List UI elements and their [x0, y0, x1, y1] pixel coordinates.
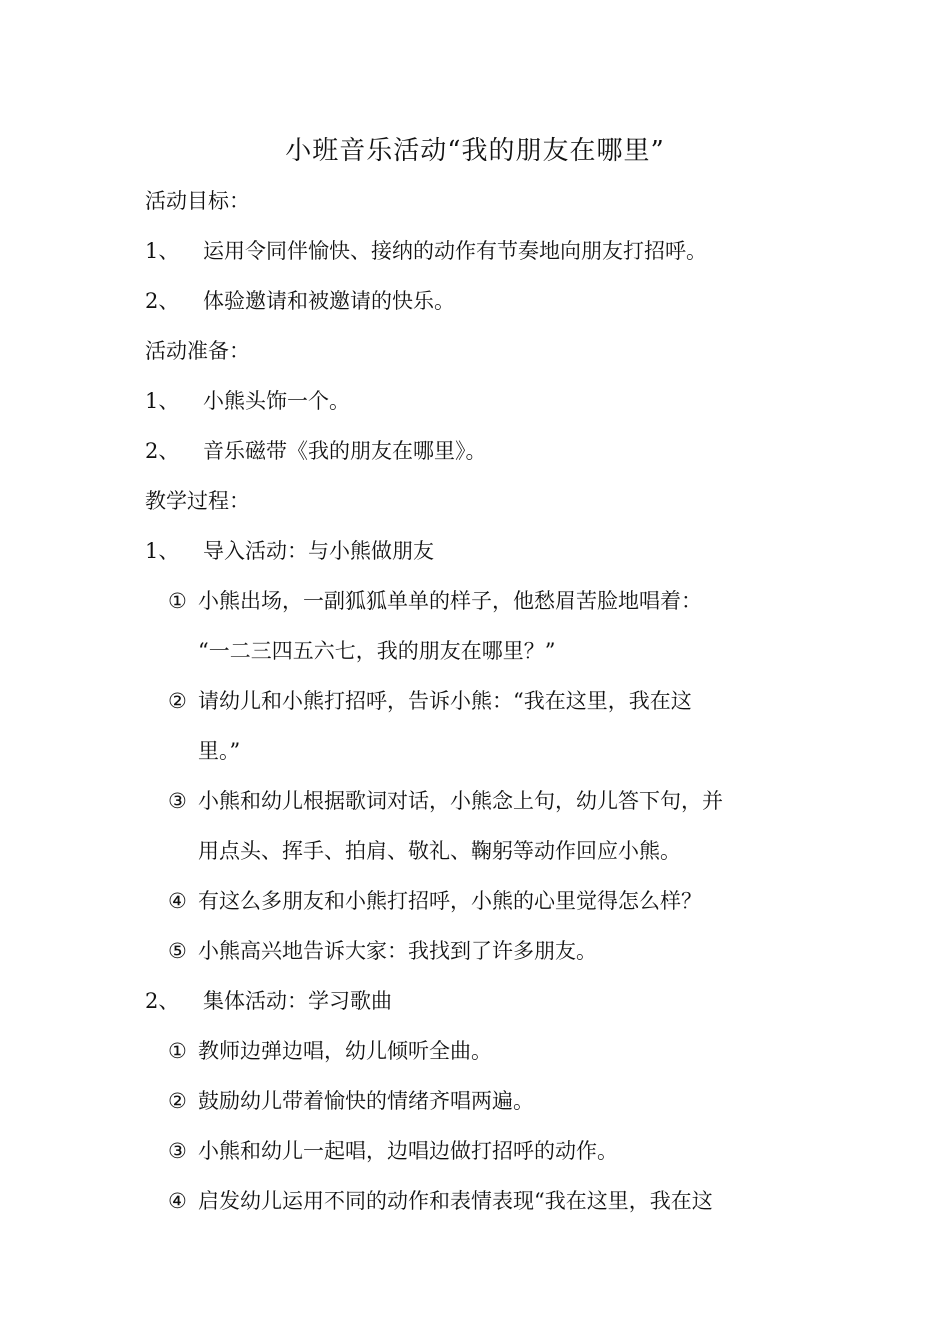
- section1-step-3-continuation: 用点头、挥手、拍肩、敬礼、鞠躬等动作回应小熊。: [198, 839, 681, 863]
- step-marker: ④: [168, 889, 187, 913]
- section2-step-3: [168, 1136, 618, 1166]
- goal-item-1-text: 运用令同伴愉快、接纳的动作有节奏地向朋友打招呼。: [203, 239, 707, 263]
- step-marker: ④: [168, 1189, 187, 1213]
- process-section-1: [145, 536, 434, 566]
- goal-item-2-number: 2、: [145, 289, 180, 313]
- step-text: 有这么多朋友和小熊打招呼，小熊的心里觉得怎么样？: [198, 889, 702, 913]
- step-marker: ②: [168, 1089, 187, 1113]
- step-marker: ①: [168, 589, 187, 613]
- prep-item-2-number: 2、: [145, 439, 180, 463]
- goal-item-2: [145, 286, 455, 316]
- goal-item-2-text: 体验邀请和被邀请的快乐。: [203, 289, 455, 313]
- section1-step-2: [168, 686, 692, 716]
- prep-item-2-text: 音乐磁带《我的朋友在哪里》。: [203, 439, 487, 463]
- section1-step-2-continuation: 里。”: [198, 739, 241, 763]
- section2-step-4: [168, 1186, 713, 1216]
- section1-step-1-continuation: “一二三四五六七，我的朋友在哪里？”: [198, 639, 556, 663]
- section1-step-1: [168, 586, 702, 616]
- step-marker: ③: [168, 1139, 187, 1163]
- step-text: 小熊和幼儿根据歌词对话，小熊念上句，幼儿答下句，并: [198, 789, 723, 813]
- step-marker: ⑤: [168, 939, 187, 963]
- document-title: 小班音乐活动“我的朋友在哪里”: [285, 136, 665, 166]
- prep-heading: 活动准备：: [145, 339, 250, 363]
- section1-step-3: [168, 786, 723, 816]
- process-heading: 教学过程：: [145, 489, 250, 513]
- step-text: 小熊出场，一副狐狐单单的样子，他愁眉苦脸地唱着：: [198, 589, 702, 613]
- step-text: 小熊和幼儿一起唱，边唱边做打招呼的动作。: [198, 1139, 618, 1163]
- step-text: 请幼儿和小熊打招呼，告诉小熊：“我在这里，我在这: [198, 689, 692, 713]
- process-section-2-number: 2、: [145, 989, 180, 1013]
- prep-item-1-text: 小熊头饰一个。: [203, 389, 350, 413]
- process-section-1-number: 1、: [145, 539, 180, 563]
- section1-step-4: [168, 886, 702, 916]
- goal-item-1-number: 1、: [145, 239, 180, 263]
- section2-step-1: [168, 1036, 492, 1066]
- step-text: 小熊高兴地告诉大家：我找到了许多朋友。: [198, 939, 597, 963]
- step-marker: ③: [168, 789, 187, 813]
- prep-item-1: [145, 386, 350, 416]
- goal-item-1: [145, 236, 707, 266]
- step-text: 鼓励幼儿带着愉快的情绪齐唱两遍。: [198, 1089, 534, 1113]
- step-text: 教师边弹边唱，幼儿倾听全曲。: [198, 1039, 492, 1063]
- goals-heading: 活动目标：: [145, 189, 250, 213]
- section1-step-5: [168, 936, 597, 966]
- section2-step-2: [168, 1086, 534, 1116]
- process-section-2: [145, 986, 392, 1016]
- prep-item-1-number: 1、: [145, 389, 180, 413]
- step-marker: ①: [168, 1039, 187, 1063]
- step-text: 启发幼儿运用不同的动作和表情表现“我在这里，我在这: [198, 1189, 713, 1213]
- process-section-1-text: 导入活动：与小熊做朋友: [203, 539, 434, 563]
- process-section-2-text: 集体活动：学习歌曲: [203, 989, 392, 1013]
- step-marker: ②: [168, 689, 187, 713]
- prep-item-2: [145, 436, 487, 466]
